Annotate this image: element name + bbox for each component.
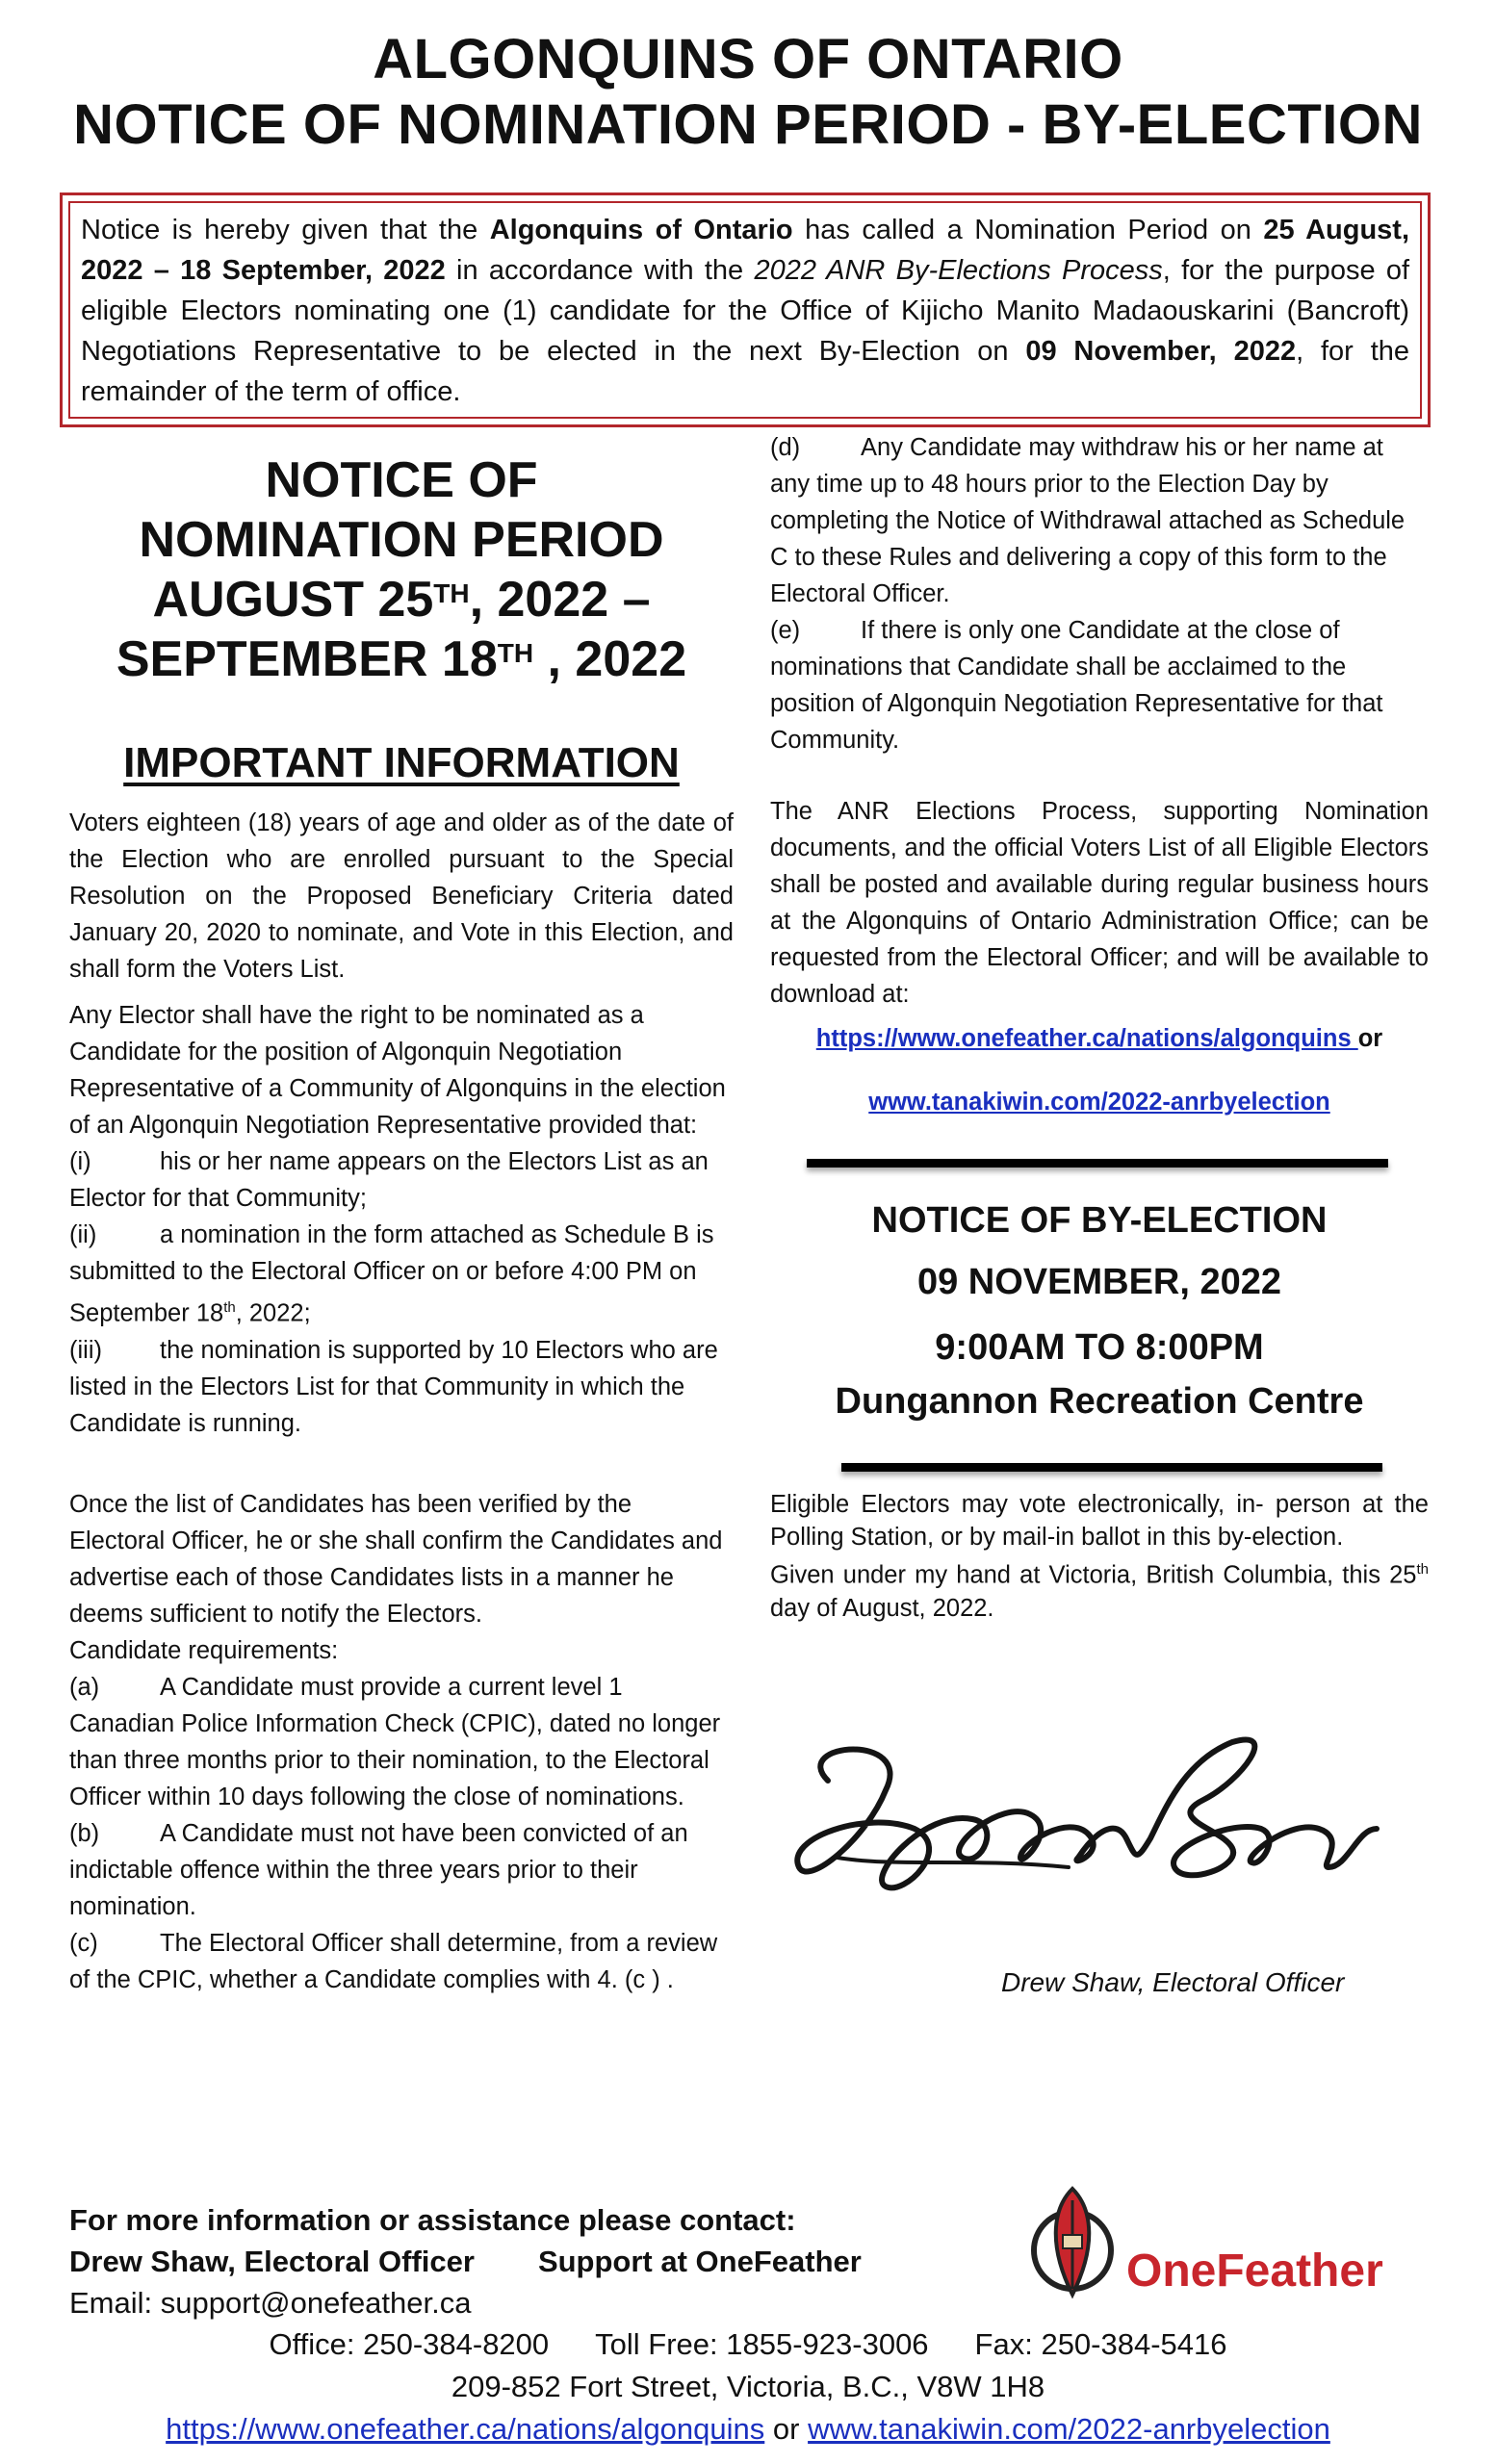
footer-tanakiwin-link[interactable]: www.tanakiwin.com/2022-anrbyelection	[808, 2412, 1330, 2446]
onefeather-link[interactable]: https://www.onefeather.ca/nations/algonquins	[815, 1025, 1358, 1052]
title-line-1: ALGONQUINS OF ONTARIO	[373, 28, 1123, 90]
address-line: 209-852 Fort Street, Victoria, B.C., V8W 1H8	[451, 2370, 1045, 2403]
signature-image	[780, 1723, 1406, 1925]
divider-bottom	[841, 1463, 1382, 1472]
phone-line: Office: 250-384-8200 Toll Free: 1855-923-3006 Fax: 250-384-5416	[269, 2327, 1227, 2361]
page-title	[0, 27, 1496, 158]
nomination-rights-paragraph: Any Elector shall have the right to be nominated as a Candidate for the position of Algonquin Negotiation Representative of a Community of Algonquins in the election of an Algonquin Negotiation Representative provided that: (i) his or her name appears on the Electors List as an Elector for that Community; (ii) a nomination in the form attached as Schedule B is submitted to the Electoral Officer on or before 4:00 PM on September 18th, 2022; (iii) the nomination is supported by 10 Electors who are listed in the Electors List for that Community in which the Candidate is running.	[69, 1002, 726, 1437]
withdrawal-rules: (d) Any Candidate may withdraw his or her name at any time up to 48 hours prior to the Election Day by completing the Notice of Withdrawal attached as Schedule C to these Rules and delivering a copy of this form to the Electoral Officer. (e) If there is only one Candidate at the close of nominations that Candidate shall be acclaimed to the position of Algonquin Negotiation Representative for that Community.	[770, 434, 1406, 754]
footer-onefeather-link[interactable]: https://www.onefeather.ca/nations/algonquins	[166, 2412, 765, 2446]
contact-block: For more information or assistance please contact: Drew Shaw, Electoral Officer Support at OneFeather Email: support@onefeather.ca	[69, 2199, 936, 2323]
contact-email: Email: support@onefeather.ca	[69, 2286, 472, 2320]
candidate-verification-paragraph: Once the list of Candidates has been verified by the Electoral Officer, he or she shall confirm the Candidates and advertise each of those Candidates lists in a manner he deems sufficient to notify the Electors. Candidate requirements: (a) A Candidate must provide a current level 1 Canadian Police Information Check (CPIC), dated no longer than three months prior to their nomination, to the Electoral Officer within 10 days following the close of nominations. (b) A Candidate must not have been convicted of an indictable offence within the three years prior to their nomination. (c) The Electoral Officer shall determine, from a review of the CPIC, whether a Candidate complies with 4. (c ) .	[69, 1491, 723, 1993]
divider-top	[807, 1159, 1388, 1168]
notice-paragraph: Notice is hereby given that the Algonquins of Ontario has called a Nomination Period on 25 August, 2022 – 18 September, 2022 in accordance with the 2022 ANR By-Elections Process, for the purpose of eligible Electors nominating one (1) candidate for the Office of Kijicho Manito Madaouskarini (Bancroft) Negotiations Representative to be elected in the next By-Election on 09 November, 2022, for the remainder of the term of office.	[81, 215, 1410, 407]
signature-caption: Drew Shaw, Electoral Officer	[1001, 1967, 1345, 1997]
important-information-heading: IMPORTANT INFORMATION	[123, 739, 680, 786]
nomination-period-heading: NOTICE OF NOMINATION PERIOD AUGUST 25TH, 2022 – SEPTEMBER 18TH , 2022	[116, 452, 687, 687]
anr-process-paragraph: The ANR Elections Process, supporting Nomination documents, and the official Voters List of all Eligible Electors shall be posted and available during regular business hours at the Algonquins of Ontario Administration Office; can be requested from the Electoral Officer; and will be available to download at:	[770, 798, 1429, 1008]
voting-methods-paragraph: Eligible Electors may vote electronically, in- person at the Polling Station, or by mail-in ballot in this by-election. Given under my hand at Victoria, British Columbia, this 25th day of August, 2022.	[770, 1491, 1429, 1622]
by-election-heading: NOTICE OF BY-ELECTION 09 NOVEMBER, 2022 9:00AM TO 8:00PM Dungannon Recreation Centre	[835, 1200, 1364, 1422]
onefeather-logo-icon	[1024, 2181, 1121, 2306]
title-line-2: NOTICE OF NOMINATION PERIOD - BY-ELECTION	[73, 93, 1423, 156]
tanakiwin-link[interactable]: www.tanakiwin.com/2022-anrbyelection	[868, 1089, 1330, 1116]
footer-links: https://www.onefeather.ca/nations/algonquins or www.tanakiwin.com/2022-anrbyelection	[166, 2412, 1330, 2446]
eligibility-paragraph: Voters eighteen (18) years of age and older as of the date of the Election who are enrolled pursuant to the Special Resolution on the Proposed Beneficiary Criteria dated January 20, 2020 to nominate, and Vote in this Election, and shall form the Voters List.	[69, 809, 734, 983]
download-links: https://www.onefeather.ca/nations/algonquins or www.tanakiwin.com/2022-anrbyelection	[815, 1025, 1383, 1116]
onefeather-logo-text: OneFeather	[1126, 2246, 1383, 2297]
